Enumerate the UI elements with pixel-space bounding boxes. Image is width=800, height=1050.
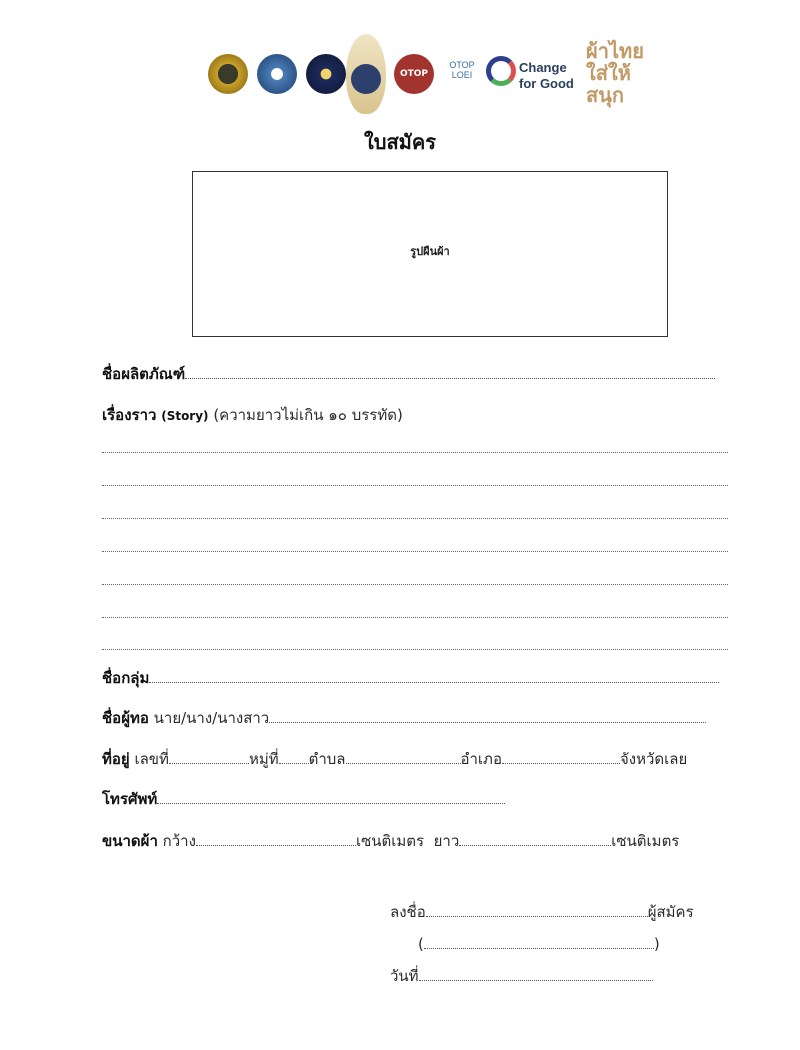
group-name-field[interactable] bbox=[149, 668, 719, 683]
date-field[interactable] bbox=[419, 966, 653, 981]
sign-label: ลงชื่อ bbox=[390, 903, 426, 921]
address-row bbox=[102, 749, 687, 769]
weaver-name-field[interactable] bbox=[269, 708, 706, 723]
phone-field[interactable] bbox=[157, 789, 505, 804]
date-row bbox=[390, 966, 653, 986]
weaver-row bbox=[102, 708, 706, 728]
product-name-label: ชื่อผลิตภัณฑ์ bbox=[102, 365, 186, 383]
story-line-5[interactable] bbox=[102, 584, 728, 585]
story-line-4[interactable] bbox=[102, 551, 728, 552]
address-no-field[interactable] bbox=[169, 749, 249, 764]
otop-logo: OTOP bbox=[394, 54, 434, 94]
date-label: วันที่ bbox=[390, 967, 419, 985]
printed-name-row bbox=[418, 934, 660, 954]
product-name-field[interactable] bbox=[185, 364, 715, 379]
product-name-row bbox=[102, 364, 715, 384]
length-label: ยาว bbox=[433, 832, 460, 850]
address-moo-label: หมู่ที่ bbox=[248, 750, 279, 768]
seal-emblem-logo bbox=[208, 54, 248, 94]
story-line-7[interactable] bbox=[102, 649, 728, 650]
phone-row bbox=[102, 789, 505, 809]
address-moo-field[interactable] bbox=[279, 749, 309, 764]
signature-row bbox=[390, 902, 694, 922]
story-line-1[interactable] bbox=[102, 452, 728, 453]
address-amphoe-field[interactable] bbox=[502, 749, 620, 764]
story-line-3[interactable] bbox=[102, 518, 728, 519]
width-unit: เซนติเมตร bbox=[355, 832, 425, 850]
fabric-size-label: ขนาดผ้า bbox=[102, 832, 158, 850]
signature-field[interactable] bbox=[426, 902, 648, 917]
weaver-title-options: นาย/นาง/นางสาว bbox=[153, 709, 270, 727]
group-row bbox=[102, 668, 719, 688]
address-amphoe-label: อำเภอ bbox=[460, 750, 502, 768]
story-row bbox=[102, 405, 403, 426]
paren-open: ( bbox=[418, 935, 424, 953]
royal-emblem-logo bbox=[346, 34, 386, 114]
weaver-label: ชื่อผู้ทอ bbox=[102, 709, 149, 727]
story-label: เรื่องราว bbox=[102, 406, 157, 424]
fabric-photo-label: รูปผืนผ้า bbox=[410, 245, 450, 258]
phone-label: โทรศัพท์ bbox=[102, 790, 158, 808]
story-line-2[interactable] bbox=[102, 485, 728, 486]
length-unit: เซนติเมตร bbox=[611, 832, 680, 850]
address-province-label: จังหวัดเลย bbox=[619, 750, 688, 768]
form-title: ใบสมัคร bbox=[364, 130, 436, 154]
otop-loei-logo: OTOP LOEI bbox=[449, 60, 475, 80]
fabric-photo-box[interactable] bbox=[192, 171, 668, 337]
length-field[interactable] bbox=[459, 831, 611, 846]
paren-close: ) bbox=[653, 935, 660, 953]
fabric-size-row bbox=[102, 831, 679, 851]
provincial-emblem-logo bbox=[257, 54, 297, 94]
change-for-good-logo: Change for Good bbox=[486, 54, 578, 94]
story-label-en: (Story) bbox=[161, 409, 209, 423]
group-label: ชื่อกลุ่ม bbox=[102, 669, 150, 687]
story-line-6[interactable] bbox=[102, 617, 728, 618]
address-tambon-field[interactable] bbox=[346, 749, 461, 764]
logo-strip bbox=[208, 34, 668, 114]
printed-name-field[interactable] bbox=[424, 934, 654, 949]
address-label: ที่อยู่ bbox=[102, 750, 130, 768]
width-label: กว้าง bbox=[162, 832, 196, 850]
agency-emblem-logo bbox=[306, 54, 346, 94]
applicant-label: ผู้สมัคร bbox=[647, 903, 694, 921]
width-field[interactable] bbox=[196, 831, 356, 846]
address-no-label: เลขที่ bbox=[134, 750, 169, 768]
thai-brand-logo: ผ้าไทย ใส่ให้สนุก bbox=[586, 39, 644, 107]
address-tambon-label: ตำบล bbox=[308, 750, 346, 768]
story-hint: (ความยาวไม่เกิน ๑๐ บรรทัด) bbox=[213, 406, 403, 424]
